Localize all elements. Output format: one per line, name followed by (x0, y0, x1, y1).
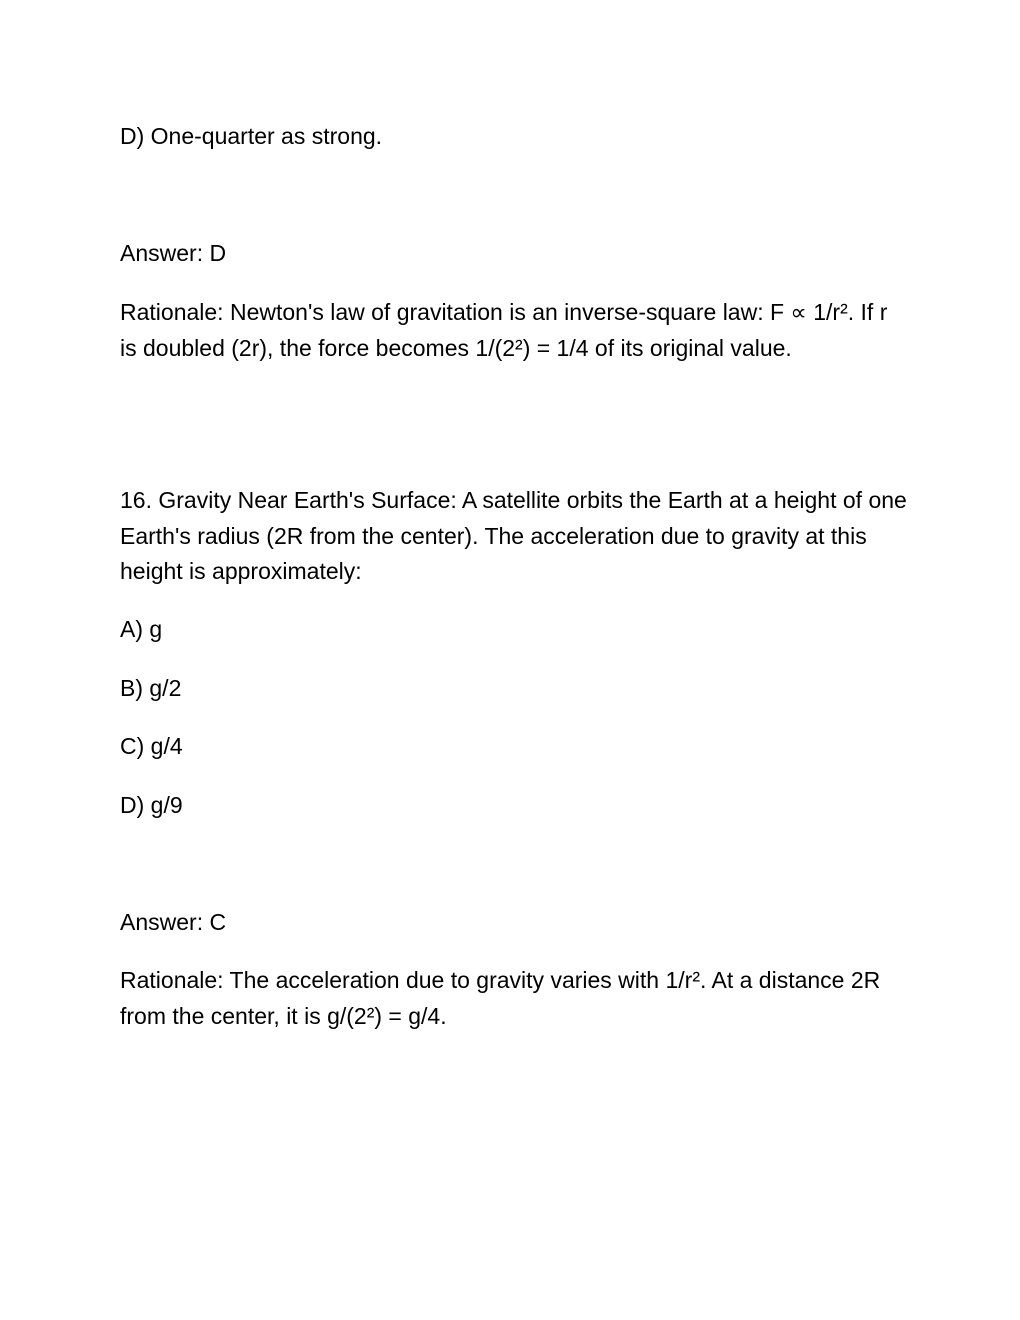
prev-option-d: D) One-quarter as strong. (120, 123, 383, 149)
question-16-rationale: Rationale: The acceleration due to gravity varies with 1/r². At a distance 2R from the center, it is g/(2²) = g/4. (120, 967, 881, 1029)
question-16-answer: Answer: C (120, 909, 227, 935)
question-16-option-a: A) g (120, 616, 163, 642)
question-16-stem: 16. Gravity Near Earth's Surface: A satellite orbits the Earth at a height of one Earth's radius (2R from the center). The acceleration due to gravity at this height is approximately: (120, 487, 907, 584)
question-16-option-d: D) g/9 (120, 792, 183, 818)
question-16-option-c: C) g/4 (120, 733, 183, 759)
prev-rationale: Rationale: Newton's law of gravitation is an inverse-square law: F ∝ 1/r². If r is doubled (2r), the force becomes 1/(2²) = 1/4 of its original value. (120, 299, 888, 361)
question-16-option-b: B) g/2 (120, 675, 182, 701)
prev-answer: Answer: D (120, 240, 227, 266)
